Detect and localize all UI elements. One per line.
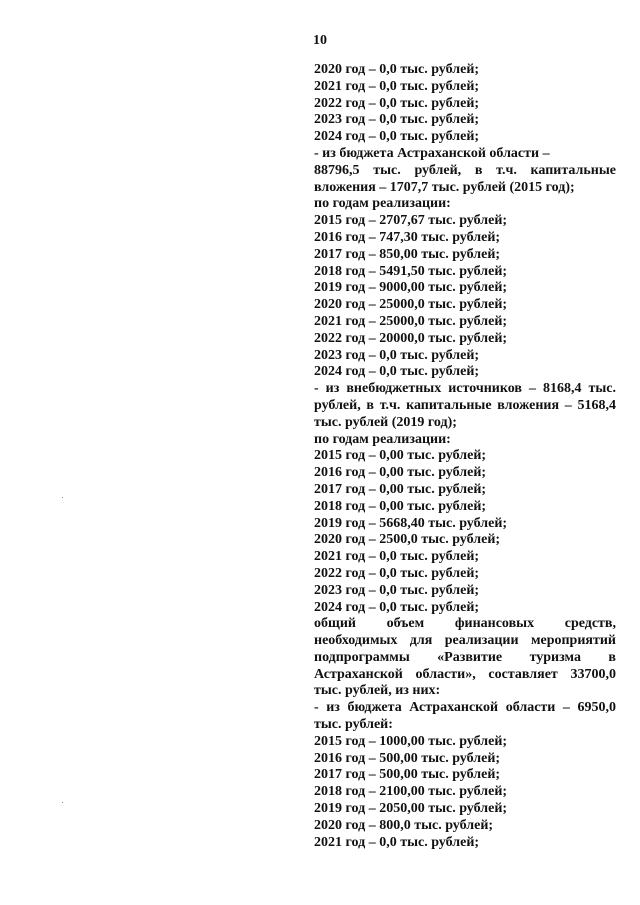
list-heading: по годам реализации: — [314, 196, 451, 212]
tourism-regional-paragraph: - из бюджета Астраханской области – 6950,0 тыс. рублей: — [314, 700, 616, 733]
list-item: 2019 год – 5668,40 тыс. рублей; — [314, 515, 508, 531]
list-item: 2021 год – 0,0 тыс. рублей; — [314, 834, 480, 850]
regional-budget-paragraph: 88796,5 тыс. рублей, в т.ч. капитальные вложения – 1707,7 тыс. рублей (2015 год); — [314, 162, 616, 195]
funding-list-tourism — [314, 734, 616, 852]
list-item: 2016 год – 747,30 тыс. рублей; — [314, 229, 501, 245]
page-number: 10 — [313, 33, 327, 48]
scan-artifact-dot — [62, 497, 63, 498]
list-item: 2018 год – 0,00 тыс. рублей; — [314, 498, 487, 514]
list-item: 2020 год – 0,0 тыс. рублей; — [314, 62, 480, 77]
list-item: 2021 год – 25000,0 тыс. рублей; — [314, 313, 508, 329]
list-item: 2017 год – 500,00 тыс. рублей; — [314, 767, 501, 783]
list-item: 2024 год – 0,0 тыс. рублей; — [314, 599, 480, 615]
list-item: 2021 год – 0,0 тыс. рублей; — [314, 549, 480, 565]
list-item: 2024 год – 0,0 тыс. рублей; — [314, 364, 480, 380]
regional-budget-heading: - из бюджета Астраханской области – — [314, 145, 550, 161]
list-item: 2019 год – 2050,00 тыс. рублей; — [314, 801, 508, 817]
document-body — [314, 62, 616, 851]
total-funding-paragraph: общий объем финансовых средств, необходимых для реализации мероприятий подпрограммы «Развитие туризма в Астраханской области», составляет 33700,0 тыс. рублей, из них: — [314, 616, 616, 699]
list-item: 2023 год – 0,0 тыс. рублей; — [314, 112, 480, 128]
list-item: 2019 год – 9000,00 тыс. рублей; — [314, 280, 508, 296]
scan-artifact-dot — [62, 802, 63, 803]
list-item: 2024 год – 0,0 тыс. рублей; — [314, 129, 480, 145]
funding-list-regional — [314, 196, 616, 381]
funding-list-extrabudget — [314, 432, 616, 617]
list-item: 2015 год – 2707,67 тыс. рублей; — [314, 213, 508, 229]
list-item: 2022 год – 0,0 тыс. рублей; — [314, 565, 480, 581]
list-item: 2023 год – 0,0 тыс. рублей; — [314, 582, 480, 598]
list-item: 2018 год – 5491,50 тыс. рублей; — [314, 263, 508, 279]
list-item: 2015 год – 1000,00 тыс. рублей; — [314, 733, 508, 749]
list-item: 2021 год – 0,0 тыс. рублей; — [314, 78, 480, 94]
list-item: 2020 год – 800,0 тыс. рублей; — [314, 817, 494, 833]
list-item: 2022 год – 0,0 тыс. рублей; — [314, 95, 480, 111]
list-item: 2016 год – 0,00 тыс. рублей; — [314, 465, 487, 481]
funding-list-federal-tail — [314, 62, 616, 163]
list-item: 2023 год – 0,0 тыс. рублей; — [314, 347, 480, 363]
list-item: 2016 год – 500,00 тыс. рублей; — [314, 750, 501, 766]
list-item: 2018 год – 2100,00 тыс. рублей; — [314, 784, 508, 800]
extrabudget-paragraph: - из внебюджетных источников – 8168,4 тыс. рублей, в т.ч. капитальные вложения – 5168,4 тыс. рублей (2019 год); — [314, 381, 616, 430]
list-item: 2020 год – 2500,0 тыс. рублей; — [314, 532, 501, 548]
list-item: 2015 год – 0,00 тыс. рублей; — [314, 448, 487, 464]
list-heading: по годам реализации: — [314, 431, 451, 447]
list-item: 2020 год – 25000,0 тыс. рублей; — [314, 297, 508, 313]
list-item: 2022 год – 20000,0 тыс. рублей; — [314, 330, 508, 346]
list-item: 2017 год – 0,00 тыс. рублей; — [314, 481, 487, 497]
list-item: 2017 год – 850,00 тыс. рублей; — [314, 246, 501, 262]
